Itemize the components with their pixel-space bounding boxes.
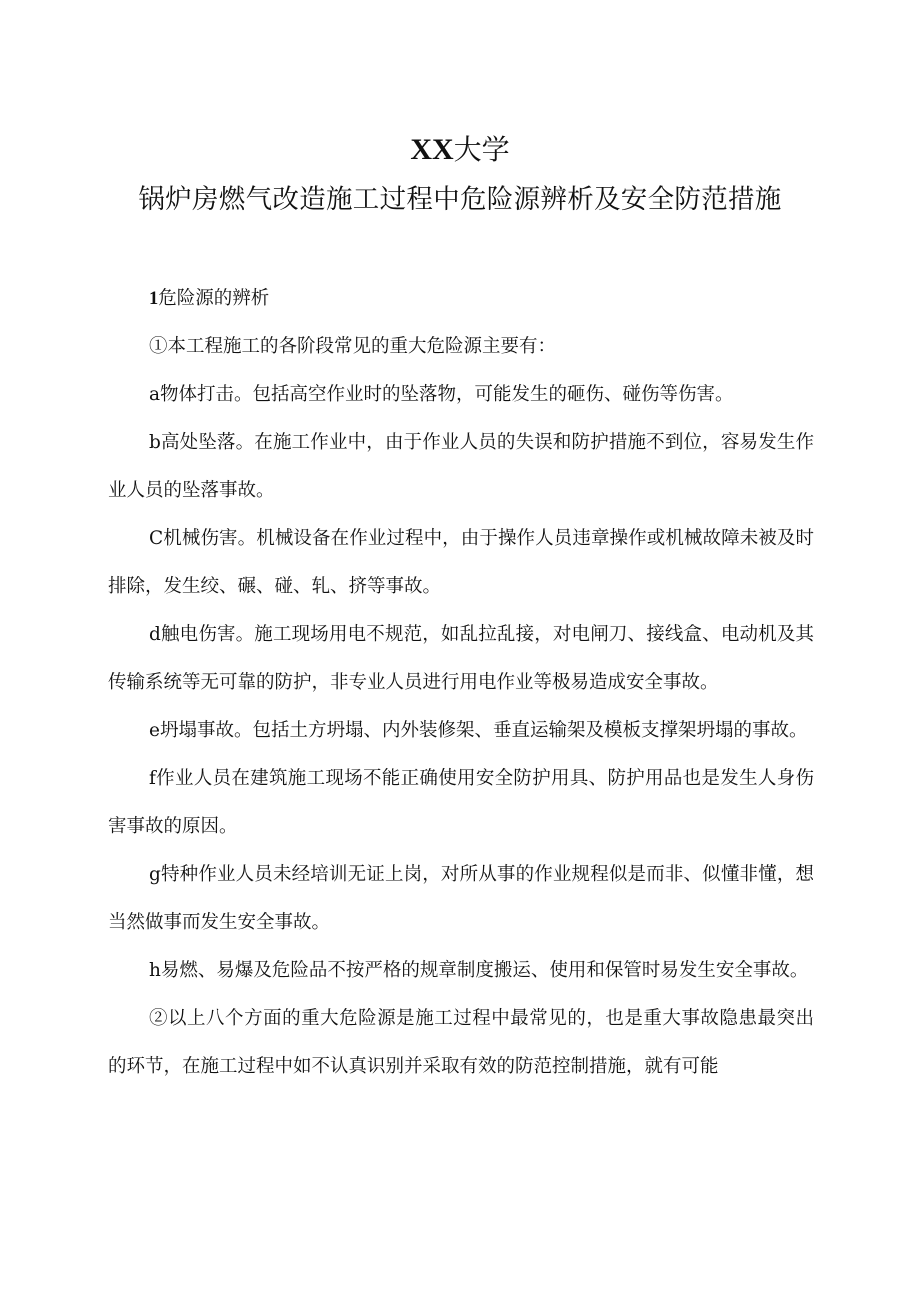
paragraph-item-b: b高处坠落。在施工作业中，由于作业人员的失误和防护措施不到位，容易发生作业人员的坠落事故。 [108, 432, 814, 501]
section-number: 1 [149, 289, 159, 309]
paragraph-item-a: a物体打击。包括高空作业时的坠落物，可能发生的砸伤、碰伤等伤害。 [149, 384, 734, 405]
section-heading [108, 275, 814, 323]
section-heading-text: 危险源的辨析 [158, 288, 270, 309]
school-name-latin: XX [410, 133, 454, 166]
paragraph-item-c: C机械伤害。机械设备在作业过程中，由于操作人员违章操作或机械故障未被及时排除，发生绞、碾、碰、轧、挤等事故。 [108, 528, 814, 597]
paragraph-item-g: g特种作业人员未经培训无证上岗，对所从事的作业规程似是而非、似懂非懂，想当然做事而发生安全事故。 [108, 864, 814, 933]
paragraph-item-h: h易燃、易爆及危险品不按严格的规章制度搬运、使用和保管时易发生安全事故。 [149, 960, 809, 981]
paragraph-item-d: d触电伤害。施工现场用电不规范，如乱拉乱接，对电闸刀、接线盒、电动机及其传输系统等无可靠的防护，非专业人员进行用电作业等极易造成安全事故。 [108, 624, 814, 693]
school-name-cjk: 大学 [453, 133, 510, 166]
document-body [108, 275, 814, 1091]
school-name [0, 130, 920, 170]
document-title: 锅炉房燃气改造施工过程中危险源辨析及安全防范措施 [138, 184, 782, 215]
paragraph-item-e: e坍塌事故。包括土方坍塌、内外装修架、垂直运输架及模板支撑架坍塌的事故。 [149, 720, 808, 741]
paragraph-intro: ①本工程施工的各阶段常见的重大危险源主要有： [149, 336, 557, 357]
paragraph-item-f: f作业人员在建筑施工现场不能正确使用安全防护用具、防护用品也是发生人身伤害事故的原因。 [108, 768, 814, 837]
paragraph-summary: ②以上八个方面的重大危险源是施工过程中最常见的，也是重大事故隐患最突出的环节，在施工过程中如不认真识别并采取有效的防范控制措施，就有可能 [108, 1008, 814, 1077]
